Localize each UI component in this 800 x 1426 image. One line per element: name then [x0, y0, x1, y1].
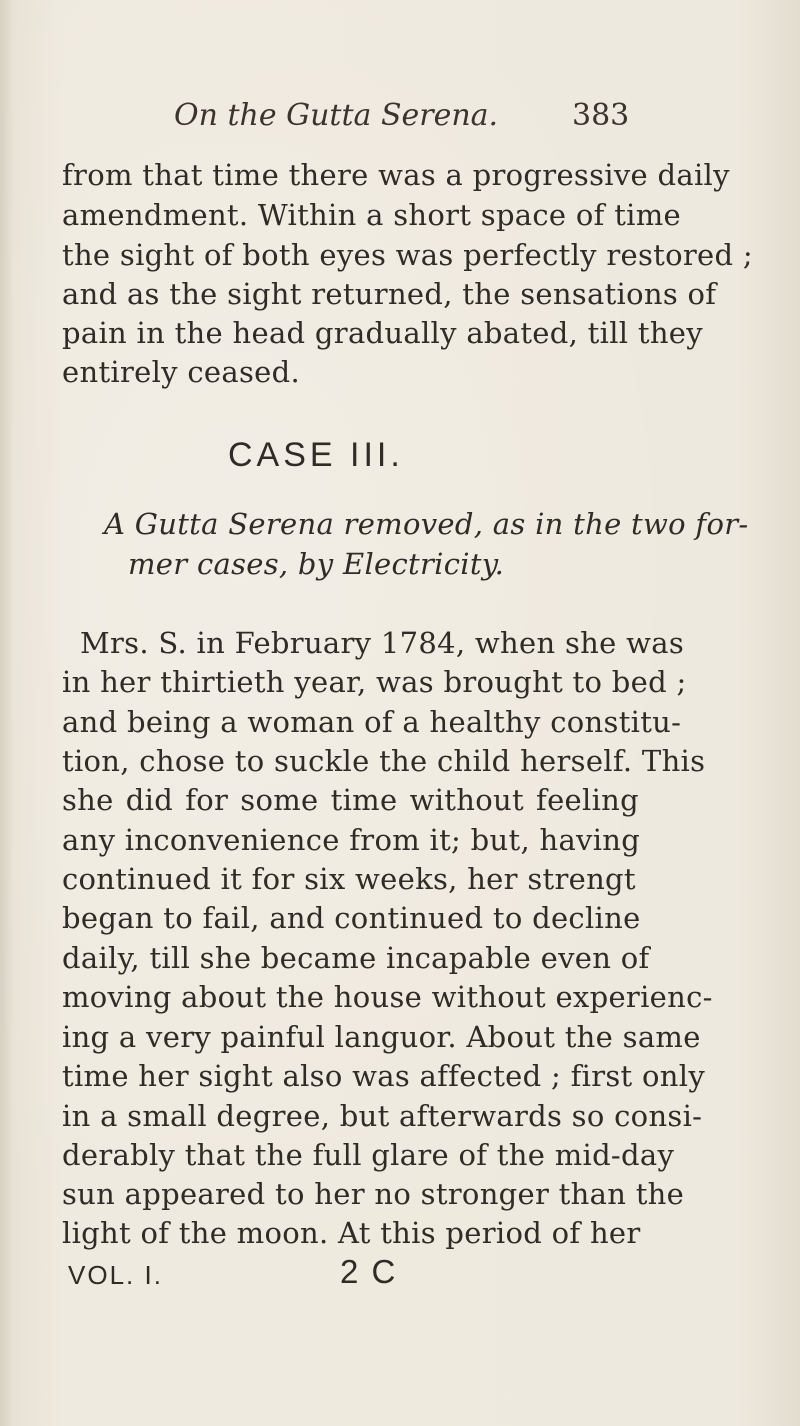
text-line: light of the moon. At this period of her [62, 1216, 641, 1250]
text-line: in her thirtieth year, was brought to bed ; [62, 665, 687, 699]
signature-mark: 2 C [340, 1253, 398, 1290]
text-line: ing a very painful languor. About the same [62, 1020, 701, 1054]
text-line: any inconvenience from it; but, having [62, 823, 641, 857]
text-line: from that time there was a progressive daily [62, 158, 730, 192]
text-line: amendment. Within a short space of time [62, 198, 682, 232]
volume-marker: VOL. I. [68, 1260, 163, 1290]
page-number: 383 [572, 98, 630, 133]
text-line: entirely ceased. [62, 355, 300, 389]
text-line: in a small degree, but afterwards so consi- [62, 1099, 703, 1133]
text-line: pain in the head gradually abated, till they [62, 316, 703, 350]
case-heading: CASE III. [228, 436, 404, 474]
text-line: time her sight also was affected ; first only [62, 1059, 706, 1093]
text-line: daily, till she became incapable even of [62, 941, 650, 975]
text-line: the sight of both eyes was perfectly restored ; [62, 238, 753, 272]
text-line: and as the sight returned, the sensations of [62, 277, 717, 311]
text-line: derably that the full glare of the mid-day [62, 1138, 675, 1172]
text-line: sun appeared to her no stronger than the [62, 1177, 685, 1211]
case-subtitle-line: mer cases, by Electricity. [128, 547, 505, 581]
running-title: On the Gutta Serena. [174, 98, 499, 133]
text-line: she did for some time without feeling [62, 783, 639, 817]
text-line: began to fail, and continued to decline [62, 901, 641, 935]
text-line: moving about the house without experienc- [62, 980, 713, 1014]
case-subtitle-line: A Gutta Serena removed, as in the two for- [104, 507, 749, 541]
page-gutter-shadow [0, 0, 14, 1426]
text-line: continued it for six weeks, her strengt [62, 862, 636, 896]
text-line: and being a woman of a healthy constitu- [62, 705, 682, 739]
text-line: tion, chose to suckle the child herself. This [62, 744, 706, 778]
text-line: Mrs. S. in February 1784, when she was [80, 626, 685, 660]
